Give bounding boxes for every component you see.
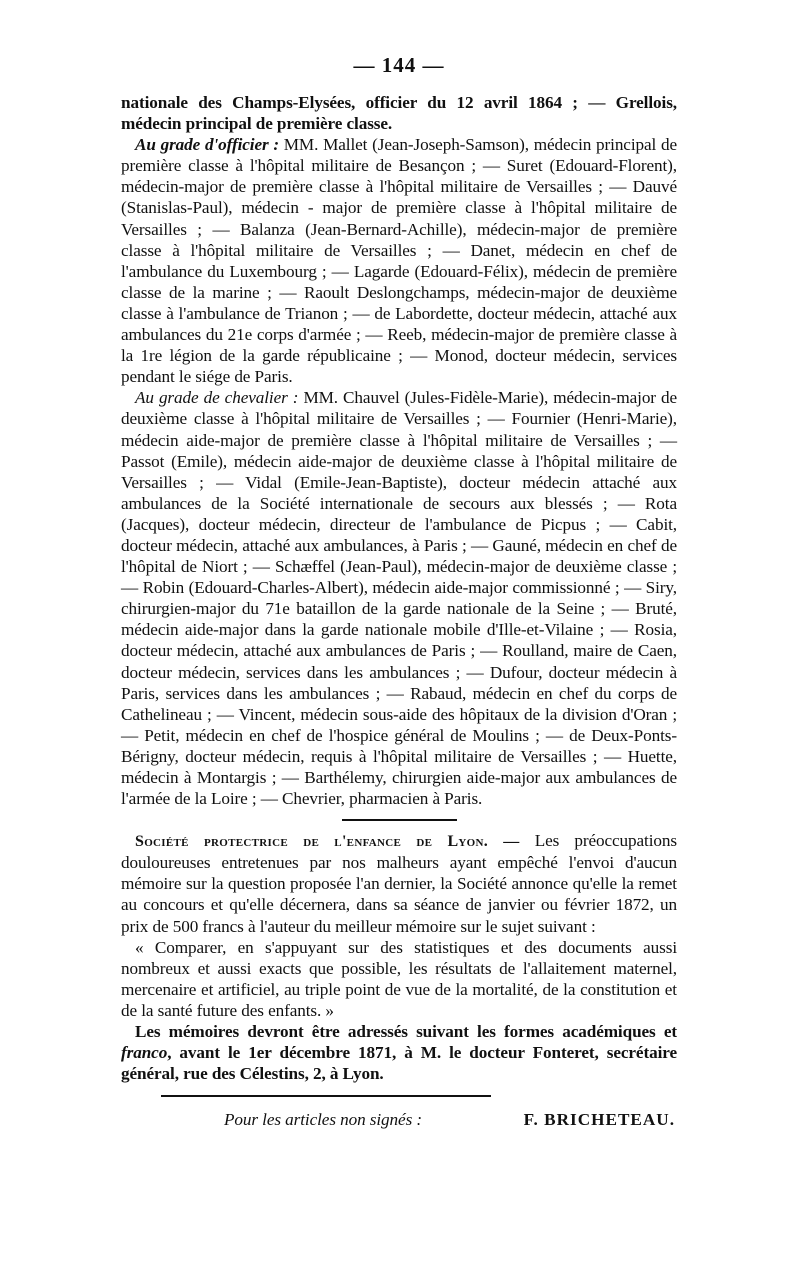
paragraph-lyon-society (121, 830, 677, 936)
lyon-society-heading: Société protectrice de l'enfance de Lyon. — (135, 833, 520, 851)
paragraph-chevalier-grade (121, 387, 677, 809)
signature-line (121, 1109, 677, 1130)
document-page (121, 52, 677, 1130)
submission-text-b: , avant le 1er décembre 1871, à M. le docteur Fonteret, secrétaire général, rue des Célestins, 2, à Lyon. (121, 1043, 677, 1084)
signature-note: Pour les articles non signés : (224, 1109, 422, 1129)
paragraph-submission-rules (121, 1021, 677, 1084)
submission-franco: franco (121, 1043, 168, 1063)
paragraph-honors-continued: nationale des Champs-Elysées, officier du 12 avril 1864 ; — Grellois, médecin principal de première classe. (121, 93, 677, 134)
page-number: — 144 — (353, 53, 445, 77)
section-divider (342, 819, 457, 821)
paragraph-officer-grade (121, 134, 677, 387)
officer-grade-heading: Au grade d'officier : (135, 135, 279, 155)
officer-grade-list: MM. Mallet (Jean-Joseph-Samson), médecin principal de première classe à l'hôpital militaire de Besançon ; — Suret (Edouard-Florent), médecin-major de première classe à l'hôpital militaire de Versailles ; — Dauvé (Stanislas-Paul), médecin - major de première classe à l'hôpital militaire de Versailles ; — Balanza (Jean-Bernard-Achille), médecin-major de première classe à l'hôpital militaire de Versailles ; — Danet, médecin en chef de l'ambulance du Luxembourg ; — Lagarde (Edouard-Félix), médecin de première classe de la marine ; — Raoult Deslongchamps, médecin-major de deuxième classe à l'ambulance de Trianon ; — de Labordette, docteur médecin, attaché aux ambulances du 21e corps d'armée ; — Reeb, médecin-major de première classe à la 1re légion de la garde républicaine ; — Monod, docteur médecin, services pendant le siége de Paris. (121, 135, 678, 387)
chevalier-grade-heading: Au grade de chevalier : (135, 388, 299, 408)
paragraph-prize-subject: « Comparer, en s'appuyant sur des statistiques et des documents aussi nombreux et aussi exacts que possible, les résultats de l'allaitement maternel, mercenaire et artificiel, au triple point de vue de la mortalité, de la constitution et de la santé future des enfants. » (121, 937, 677, 1020)
signature-divider (161, 1095, 491, 1097)
lyon-society-text: Les préoccupations douloureuses entretenues par nos malheurs ayant empêché l'envoi d'aucun mémoire sur la question proposée l'an dernier, la Société annonce qu'elle la remet au concours et qu'elle décernera, dans sa séance de janvier ou février 1872, un prix de 500 francs à l'auteur du meilleur mémoire sur le sujet suivant : (121, 831, 677, 936)
chevalier-grade-list: MM. Chauvel (Jules-Fidèle-Marie), médecin-major de deuxième classe à l'hôpital militaire de Versailles ; — Fournier (Henri-Marie), médecin aide-major de première classe à l'hôpital militaire de Versailles ; — Passot (Emile), médecin aide-major de deuxième classe à l'hôpital militaire de Versailles ; — Vidal (Emile-Jean-Baptiste), docteur médecin attaché aux ambulances de la Société internationale de secours aux blessés ; — Rota (Jacques), docteur médecin, directeur de l'ambulance de Picpus ; — Cabit, docteur médecin, attaché aux ambulances, à Paris ; — Gauné, médecin en chef de l'hôpital de Niort ; — Schæffel (Jean-Paul), médecin-major de deuxième classe ; — Robin (Edouard-Charles-Albert), médecin aide-major commissionné ; — Siry, chirurgien-major du 71e bataillon de la garde nationale de la Seine ; — Bruté, médecin aide-major dans la garde nationale mobile d'Ille-et-Vilaine ; — Rosia, docteur médecin, attaché aux ambulances de Paris ; — Roulland, maire de Caen, docteur médecin, services dans les ambulances ; — Dufour, docteur médecin à Paris, services dans les ambulances ; — Rabaud, médecin en chef du corps de Cathelineau ; — Vincent, médecin sous-aide des hôpitaux de la division d'Oran ; — Petit, médecin en chef de l'hospice général de Moulins ; — de Deux-Ponts-Bérigny, docteur médecin, requis à l'hôpital militaire de Versailles ; — Huette, médecin à Montargis ; — Barthélemy, chirurgien aide-major aux ambulances de l'armée de la Loire ; — Chevrier, pharmacien à Paris. (121, 388, 678, 809)
signature-name: F. BRICHETEAU. (523, 1109, 675, 1129)
submission-text-a: Les mémoires devront être adressés suivant les formes académiques et (135, 1022, 677, 1042)
